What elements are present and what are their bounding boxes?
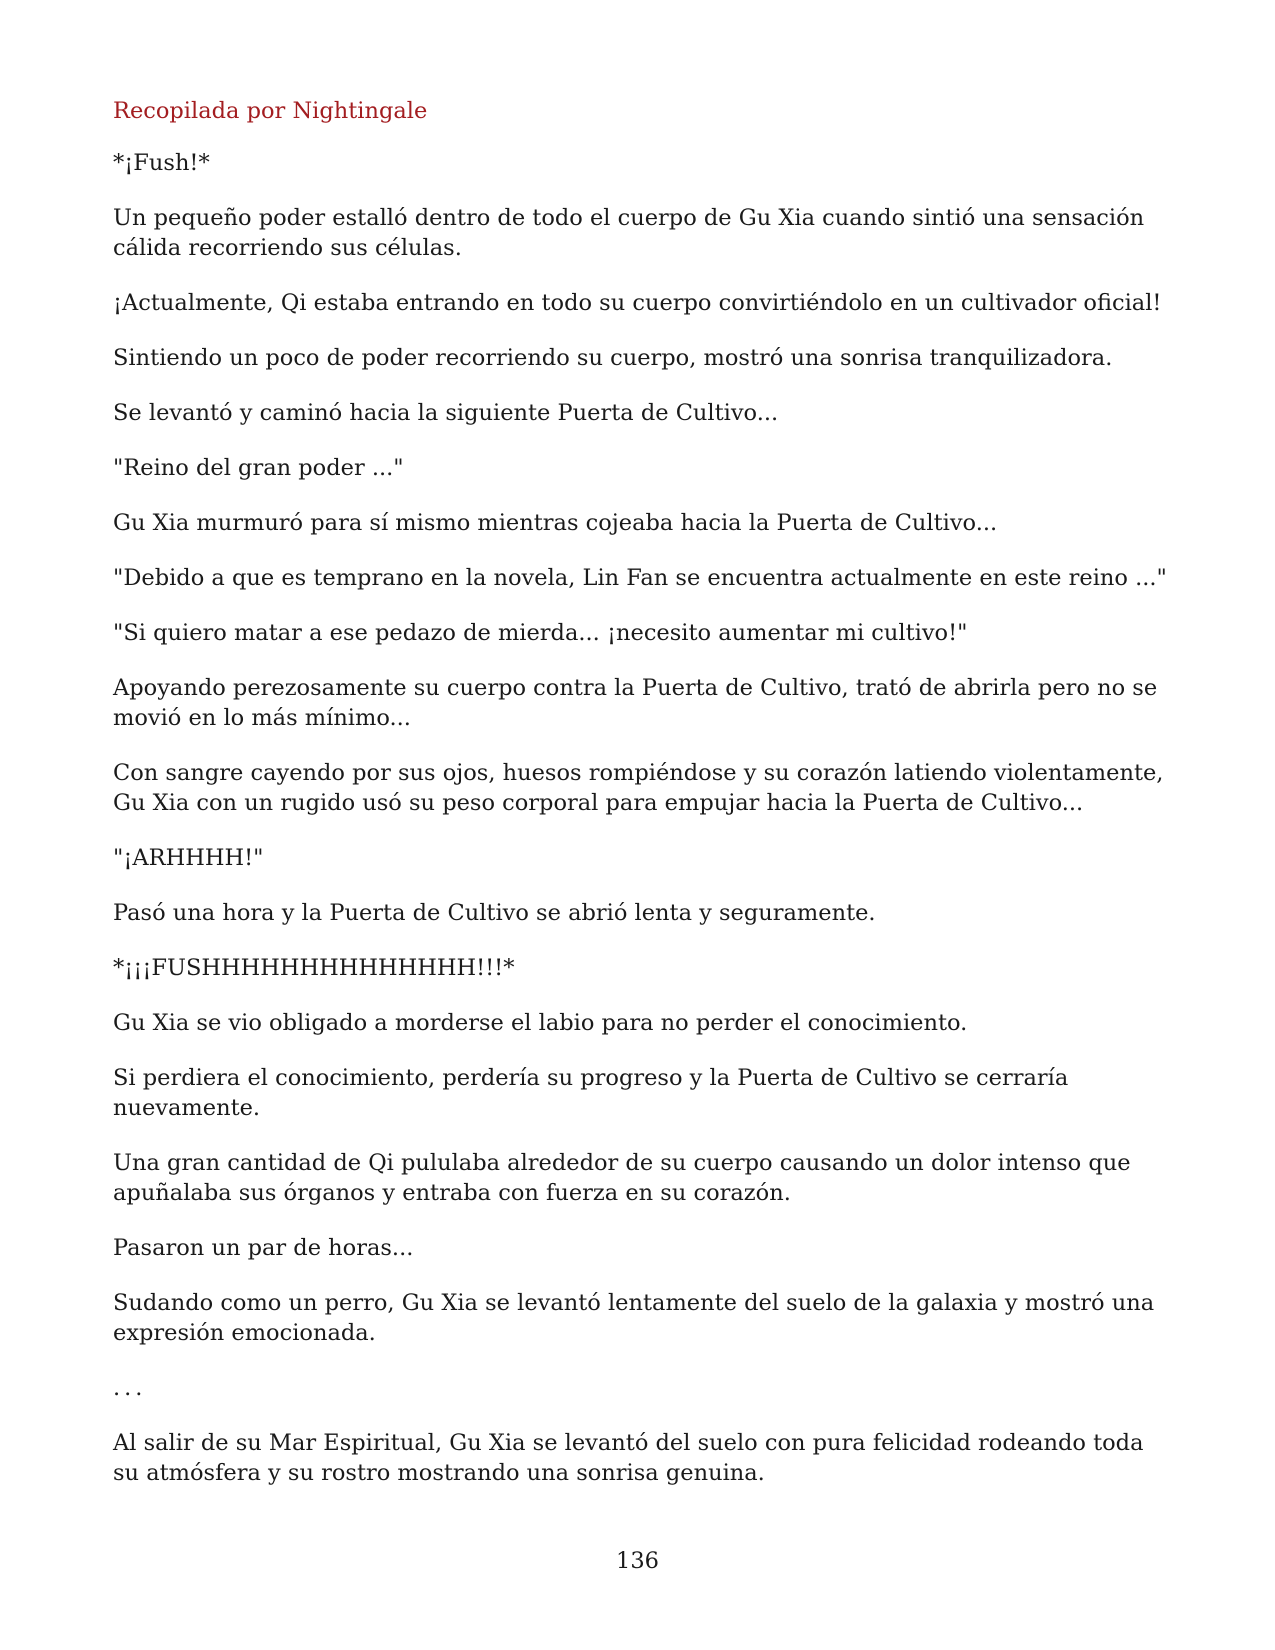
paragraph: Sudando como un perro, Gu Xia se levantó lentamente del suelo de la galaxia y mostró una expresión emocionada. xyxy=(113,1290,1155,1346)
paragraph: Se levantó y caminó hacia la siguiente Puerta de Cultivo... xyxy=(113,400,779,426)
paragraph: *¡¡¡FUSHHHHHHHHHHHHHH!!!* xyxy=(113,955,515,981)
paragraph: "¡ARHHHH!" xyxy=(113,845,264,871)
scene-break: ... xyxy=(113,1375,147,1401)
paragraph: Gu Xia se vio obligado a morderse el labio para no perder el conocimiento. xyxy=(113,1010,968,1036)
page-content xyxy=(113,96,1173,1513)
paragraph: Si perdiera el conocimiento, perdería su progreso y la Puerta de Cultivo se cerraría nuevamente. xyxy=(113,1065,1069,1121)
paragraph: "Debido a que es temprano en la novela, Lin Fan se encuentra actualmente en este reino ..." xyxy=(113,565,1167,591)
paragraph: *¡Fush!* xyxy=(113,150,210,176)
paragraph: "Si quiero matar a ese pedazo de mierda... ¡necesito aumentar mi cultivo!" xyxy=(113,620,968,646)
paragraph: Gu Xia murmuró para sí mismo mientras cojeaba hacia la Puerta de Cultivo... xyxy=(113,510,998,536)
paragraph: Una gran cantidad de Qi pululaba alrededor de su cuerpo causando un dolor intenso que apuñalaba sus órganos y entraba con fuerza en su corazón. xyxy=(113,1150,1131,1206)
paragraph: Con sangre cayendo por sus ojos, huesos rompiéndose y su corazón latiendo violentamente, Gu Xia con un rugido usó su peso corporal para empujar hacia la Puerta de Cultivo... xyxy=(113,760,1164,816)
paragraph: "Reino del gran poder ..." xyxy=(113,455,404,481)
paragraph: Un pequeño poder estalló dentro de todo el cuerpo de Gu Xia cuando sintió una sensación cálida recorriendo sus células. xyxy=(113,205,1145,261)
page-number: 136 xyxy=(616,1548,659,1574)
paragraph: Pasaron un par de horas... xyxy=(113,1235,414,1261)
paragraph: Apoyando perezosamente su cuerpo contra la Puerta de Cultivo, trató de abrirla pero no se movió en lo más mínimo... xyxy=(113,675,1158,731)
translator-credit: Recopilada por Nightingale xyxy=(113,98,428,124)
paragraph: ¡Actualmente, Qi estaba entrando en todo su cuerpo convirtiéndolo en un cultivador oficial! xyxy=(113,290,1162,316)
paragraph: Pasó una hora y la Puerta de Cultivo se abrió lenta y seguramente. xyxy=(113,900,876,926)
paragraph: Al salir de su Mar Espiritual, Gu Xia se levantó del suelo con pura felicidad rodeando toda su atmósfera y su rostro mostrando una sonrisa genuina. xyxy=(113,1430,1144,1486)
paragraph: Sintiendo un poco de poder recorriendo su cuerpo, mostró una sonrisa tranquilizadora. xyxy=(113,345,1113,371)
